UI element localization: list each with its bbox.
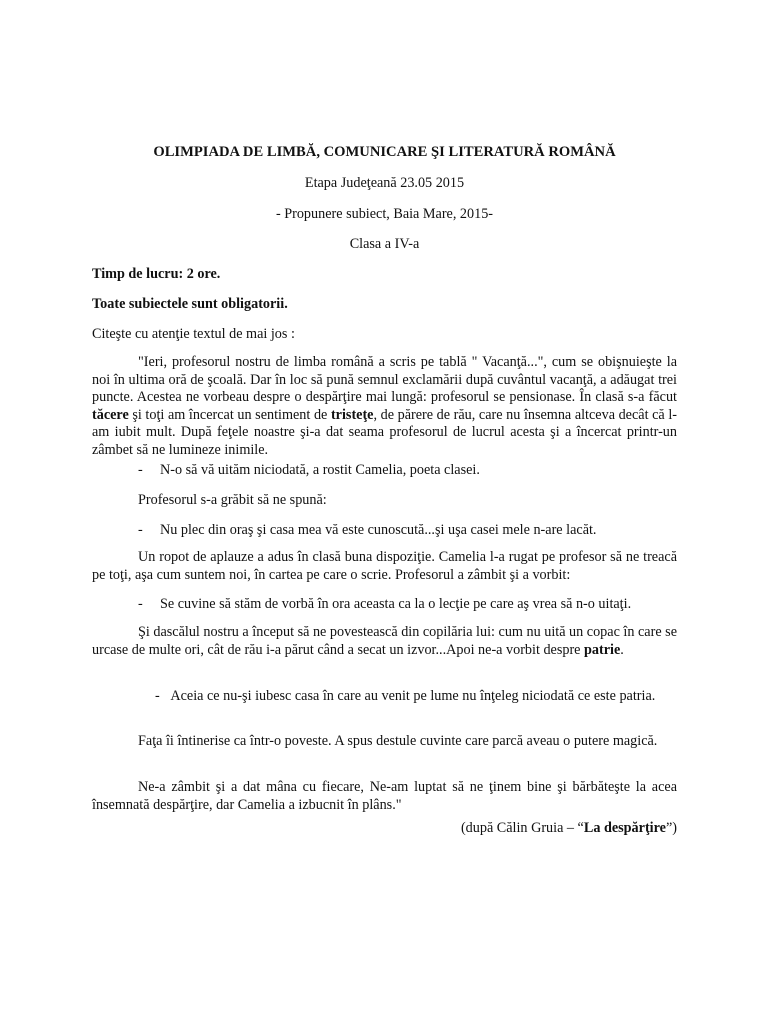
proposal-line: - Propunere subiect, Baia Mare, 2015-: [275, 206, 494, 222]
paragraph-3: Un ropot de aplauze a adus în clasă buna dispoziţie. Camelia l-a rugat pe profesor să ne treacă pe toţi, aşa cum suntem noi, în cartea pe care o scrie. Profesorul a zâmbit şi a vorbit:: [92, 549, 677, 583]
dialogue-line-3: - Se cuvine să stăm de vorbă în ora aceasta ca la o lecţie pe care aş vrea să n-o uitaţi.: [138, 596, 632, 612]
dialogue-line-4: - Aceia ce nu-şi iubesc casa în care au venit pe lume nu înţeleg niciodată ce este patria.: [155, 688, 656, 704]
paragraph-4: Şi dascălul nostru a început să ne povestească din copilăria lui: cum nu uită un copac în care se urcase de multe ori, cât de rău i-a părut când a secat un izvor...Apoi ne-a vorbit despre patrie.: [92, 624, 677, 658]
grade-line: Clasa a IV-a: [349, 236, 420, 252]
dialogue-line-1: - N-o să vă uităm niciodată, a rostit Camelia, poeta clasei.: [138, 462, 480, 478]
stage-line: Etapa Judeţeană 23.05 2015: [304, 175, 465, 191]
paragraph-5: Faţa îi întinerise ca într-o poveste. A spus destule cuvinte care parcă aveau o putere magică.: [138, 733, 658, 749]
paragraph-1: "Ieri, profesorul nostru de limba română a scris pe tablă " Vacanţă...", cum se obişnuieşte la noi în ultima oră de şcoală. Dar în loc să pună semnul exclamării după cuvântul vacanţă, a adăugat trei puncte. Acestea ne vorbeau despre o despărţire mai lungă: profesorul se pensionase. În clasă s-a făcut tăcere şi toţi am încercat un sentiment de tristeţe, de părere de rău, care nu însemna altceva decât că l-am iubit mult. După feţele noastre şi-a dat seama profesorul de lucrul acesta şi a încercat printr-un zâmbet să ne lumineze inimile.: [92, 354, 677, 458]
paragraph-6: Ne-a zâmbit şi a dat mâna cu fiecare, Ne-am luptat să ne ţinem bine şi bărbăteşte la acea însemnată despărţire, dar Camelia a izbucnit în plâns.": [92, 779, 677, 813]
time-instruction: Timp de lucru: 2 ore.: [92, 266, 221, 282]
read-instruction: Citeşte cu atenţie textul de mai jos :: [92, 326, 295, 342]
source-citation: (după Călin Gruia – “La despărţire”): [460, 820, 677, 836]
page-title: OLIMPIADA DE LIMBĂ, COMUNICARE ŞI LITERATURĂ ROMÂNĂ: [153, 144, 616, 160]
paragraph-2: Profesorul s-a grăbit să ne spună:: [138, 492, 327, 508]
mandatory-instruction: Toate subiectele sunt obligatorii.: [92, 296, 288, 312]
dialogue-line-2: - Nu plec din oraş şi casa mea vă este cunoscută...şi uşa casei mele n-are lacăt.: [138, 522, 597, 538]
